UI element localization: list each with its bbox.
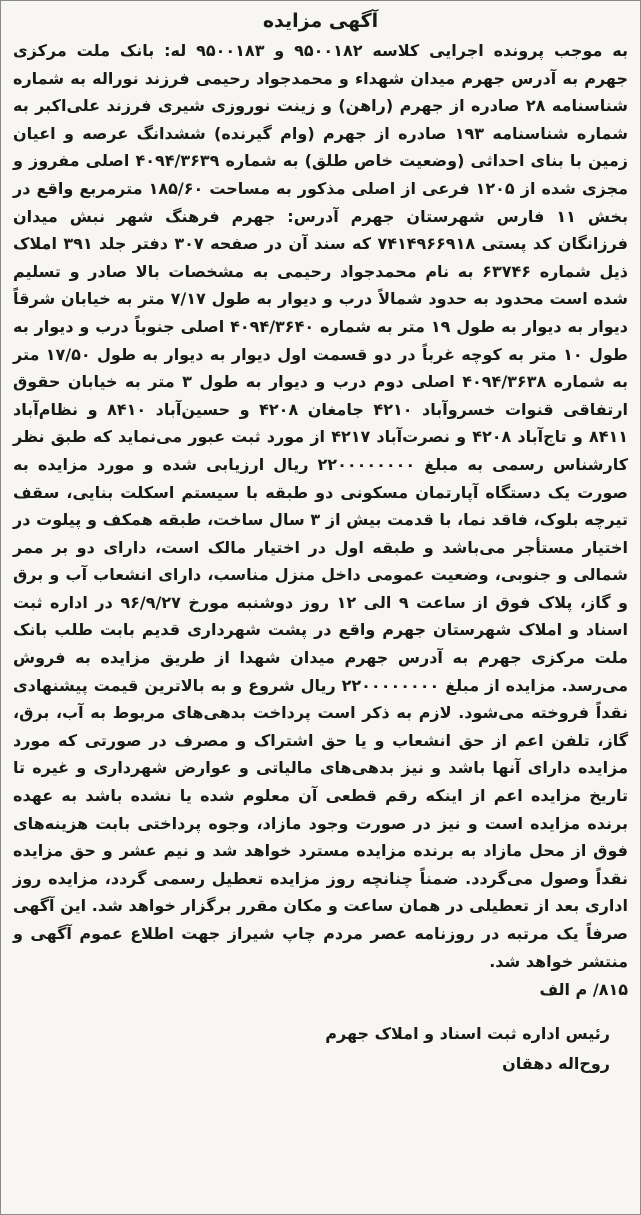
signature-title: رئیس اداره ثبت اسناد و املاک جهرم bbox=[325, 1024, 610, 1044]
signature-name: روح‌اله دهقان bbox=[502, 1054, 610, 1074]
notice-body: به موجب پرونده اجرایی کلاسه ۹۵۰۰۱۸۲ و ۹۵۰۰۱۸۳ له: بانک ملت مرکزی جهرم به آدرس جهرم میدان شهداء و محمدجواد رحیمی فرزند نوراله به شماره شناسنامه ۲۸ صادره از جهرم (راهن) و زینت نوروزی شیری فرزند علی‌اکبر به شماره شناسنامه ۱۹۳ صادره از جهرم (وام گیرنده) ششدانگ عرصه و اعیان زمین با بنای احداثی (وضعیت خاص طلق) به شماره ۴۰۹۴/۳۶۳۹ اصلی مفروز و مجزی شده از ۱۲۰۵ فرعی از اصلی مذکور به مساحت ۱۸۵/۶۰ مترمربع واقع در بخش ۱۱ فارس شهرستان جهرم آدرس: جهرم فرهنگ شهر نبش میدان فرزانگان کد پستی ۷۴۱۴۹۶۶۹۱۸ که سند آن در صفحه ۳۰۷ دفتر جلد ۳۹۱ املاک ذیل شماره ۶۳۷۴۶ به نام محمدجواد رحیمی به مشخصات بالا صادر و تسلیم شده است محدود به حدود شمالاً درب و دیوار به طول ۷/۱۷ متر به خیابان شرقاً دیوار به دیوار به طول ۱۹ متر به شماره ۴۰۹۴/۳۶۴۰ اصلی جنوباً درب و دیوار به طول ۱۰ متر به کوچه غرباً در دو قسمت اول دیوار به دیوار به طول ۱۷/۵۰ متر به شماره ۴۰۹۴/۳۶۳۸ اصلی دوم درب و دیوار به طول ۳ متر به خیابان حقوق ارتفاقی قنوات خسروآباد ۴۲۱۰ جامغان ۴۲۰۸ و حسین‌آباد ۸۴۱۰ و نظام‌آباد ۸۴۱۱ و تاج‌آباد ۴۲۰۸ و نصرت‌آباد ۴۲۱۷ از مورد ثبت عبور می‌نماید که طبق نظر کارشناس رسمی به مبلغ ۲۲۰۰۰۰۰۰۰۰ ریال ارزیابی شده و مورد مزایده به صورت یک دستگاه آپارتمان مسکونی دو طبقه با سیستم اسکلت بنایی، سقف تیرچه بلوک، فاقد نما، با قدمت بیش از ۳ سال ساخت، طبقه همکف و پیلوت در اختیار مستأجر می‌باشد و طبقه اول در اختیار مالک است، دارای دو بر ممر شمالی و جنوبی، وضعیت عمومی داخل منزل مناسب، دارای انشعاب آب و برق و گاز، پلاک فوق از ساعت ۹ الی ۱۲ روز دوشنبه مورخ ۹۶/۹/۲۷ در اداره ثبت اسناد و املاک شهرستان جهرم واقع در پشت شهرداری قدیم بابت طلب بانک ملت مرکزی جهرم به آدرس جهرم میدان شهدا از طریق مزایده به فروش می‌رسد. مزایده از مبلغ ۲۲۰۰۰۰۰۰۰۰ ریال شروع و به بالاترین قیمت پیشنهادی نقداً فروخته می‌شود. لازم به ذکر است پرداخت بدهی‌های مربوط به آب، برق، گاز، تلفن اعم از حق انشعاب و یا حق اشتراک و مصرف در صورتی که مورد مزایده دارای آنها باشد و نیز بدهی‌های مالیاتی و عوارض شهرداری و غیره تا تاریخ مزایده اعم از اینکه رقم قطعی آن معلوم شده یا نشده باشد به عهده برنده مزایده است و نیز در صورت وجود مازاد، وجوه پرداختی بابت هزینه‌های فوق از محل مازاد به برنده مزایده مسترد خواهد شد و نیم عشر و حق مزایده نقداً وصول می‌گردد. ضمناً چنانچه روز مزایده تعطیل رسمی گردد، مزایده روز اداری بعد از تعطیلی در همان ساعت و مکان مقرر برگزار خواهد شد. این آگهی صرفاً یک مرتبه در روزنامه عصر مردم چاپ شیراز جهت اطلاع عموم آگهی و منتشر خواهد شد. bbox=[13, 41, 629, 971]
signature-block bbox=[13, 1019, 628, 1079]
notice-title: آگهی مزایده bbox=[262, 10, 379, 32]
notice-reference: ۸۱۵/ م الف bbox=[539, 980, 628, 1000]
